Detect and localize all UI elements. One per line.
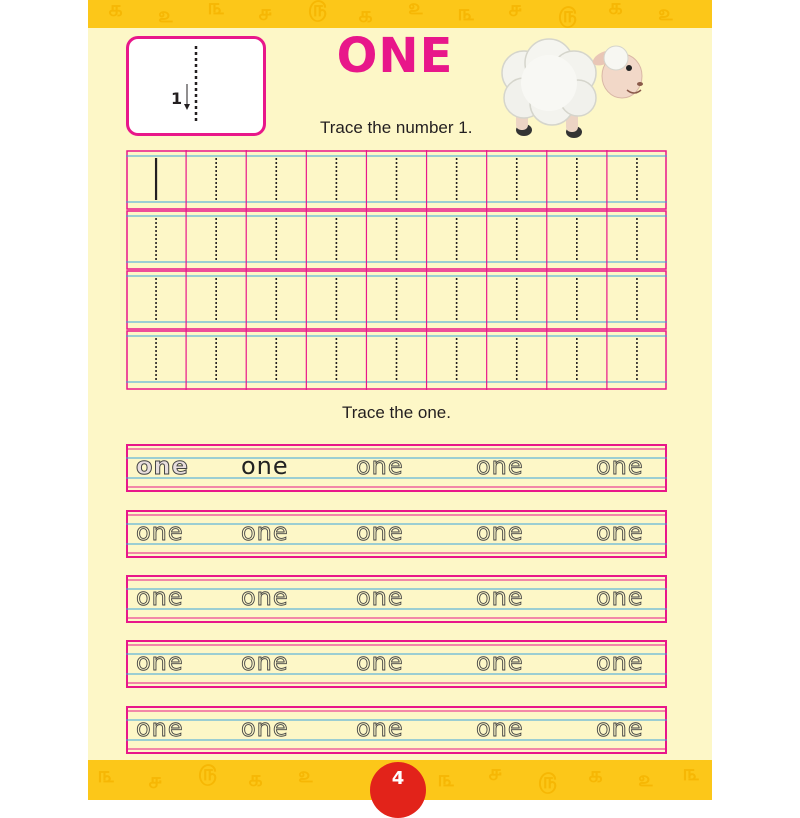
bottom-decorative-band: ௩ ௪ ௫ ௧ ௨ ௩ ௪ ௫ ௧ ௨ ௩	[88, 760, 712, 800]
trace-word[interactable]: one	[476, 583, 524, 611]
trace-word[interactable]: one	[136, 714, 184, 742]
trace-word[interactable]: one	[476, 648, 524, 676]
trace-word[interactable]: one	[136, 452, 189, 480]
trace-word[interactable]: one	[136, 583, 184, 611]
word-tracing-row	[126, 706, 667, 754]
page-number: 4	[391, 768, 405, 789]
trace-word[interactable]: one	[241, 648, 289, 676]
trace-word[interactable]: one	[476, 452, 524, 480]
trace-word[interactable]: one	[136, 518, 184, 546]
trace-word[interactable]: one	[241, 583, 289, 611]
trace-word[interactable]: one	[136, 648, 184, 676]
number-tracing-grid	[126, 150, 667, 390]
trace-word[interactable]: one	[356, 714, 404, 742]
sheep-illustration	[494, 28, 654, 138]
top-decorative-band: ௧ ௨ ௩ ௪ ௫ ௧ ௨ ௩ ௪ ௫ ௧ ௨	[88, 0, 712, 28]
trace-word[interactable]: one	[596, 583, 644, 611]
word-tracing-row	[126, 575, 667, 623]
trace-word[interactable]: one	[356, 583, 404, 611]
trace-word[interactable]: one	[356, 518, 404, 546]
trace-word[interactable]: one	[241, 714, 289, 742]
trace-word[interactable]: one	[596, 518, 644, 546]
word-tracing-row	[126, 640, 667, 688]
trace-word[interactable]: one	[596, 452, 644, 480]
number-instruction: Trace the number 1.	[320, 118, 473, 137]
trace-word[interactable]: one	[356, 452, 404, 480]
trace-word[interactable]: one	[241, 518, 289, 546]
demo-numeral: 1	[171, 89, 183, 108]
word-tracing-row	[126, 444, 667, 492]
trace-word[interactable]: one	[596, 714, 644, 742]
word-tracing-row	[126, 510, 667, 558]
trace-word[interactable]: one	[476, 714, 524, 742]
word-instruction: Trace the one.	[342, 403, 451, 422]
stroke-direction-arrow-icon	[126, 36, 266, 136]
trace-word[interactable]: one	[596, 648, 644, 676]
trace-word[interactable]: one	[241, 452, 289, 480]
stroke-demo-box	[126, 36, 266, 136]
page-title: ONE	[336, 28, 454, 84]
trace-word[interactable]: one	[356, 648, 404, 676]
trace-word[interactable]: one	[476, 518, 524, 546]
